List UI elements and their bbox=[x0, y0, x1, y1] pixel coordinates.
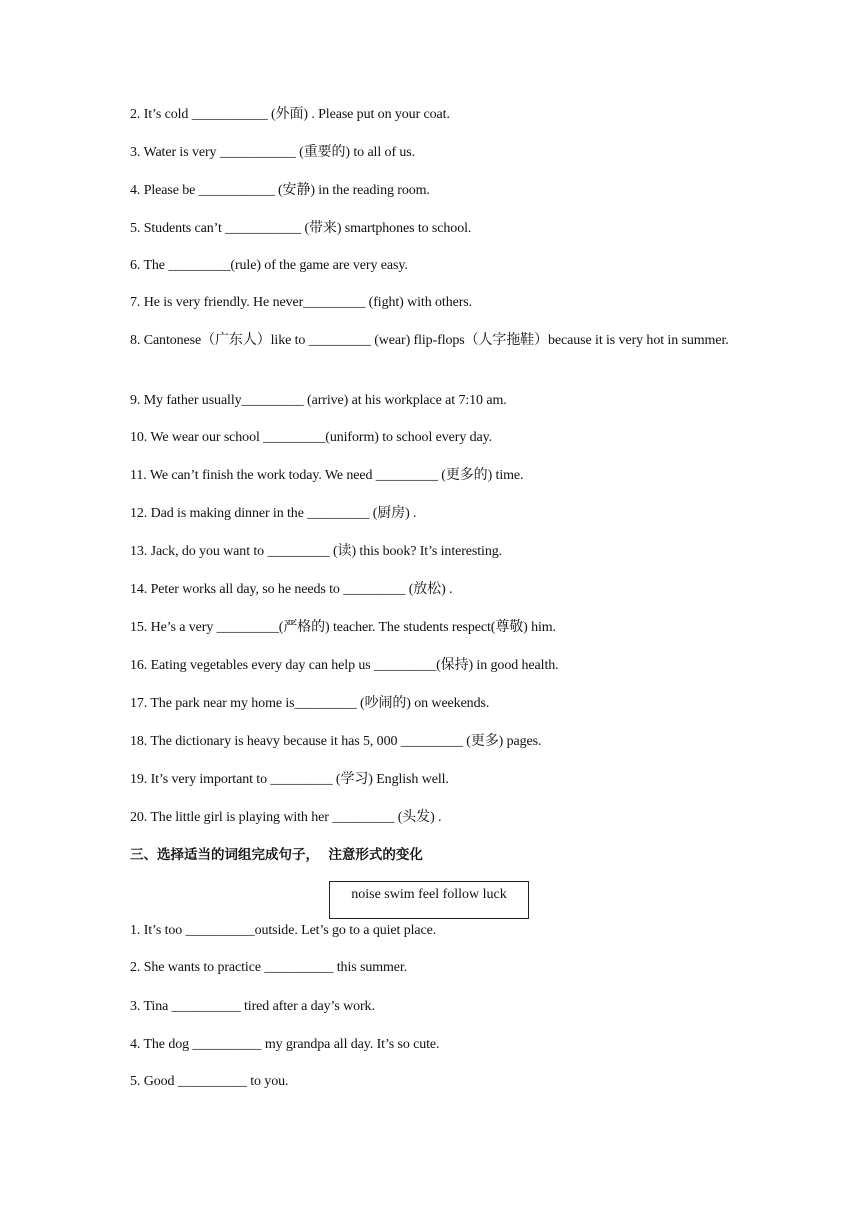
question-16: 16. Eating vegetables every day can help us _________(保持) in good health. bbox=[130, 658, 559, 673]
question-19: 19. It’s very important to _________ (学习) English well. bbox=[130, 772, 449, 787]
question-2: 2. It’s cold ___________ (外面) . Please put on your coat. bbox=[130, 107, 450, 122]
question-18: 18. The dictionary is heavy because it has 5, 000 _________ (更多) pages. bbox=[130, 734, 542, 749]
question-4: 4. Please be ___________ (安静) in the reading room. bbox=[130, 183, 430, 198]
question-9: 9. My father usually_________ (arrive) at his workplace at 7:10 am. bbox=[130, 393, 507, 408]
question-13: 13. Jack, do you want to _________ (读) this book? It’s interesting. bbox=[130, 544, 503, 559]
question-17: 17. The park near my home is_________ (吵闹的) on weekends. bbox=[130, 696, 490, 711]
question-3: 3. Water is very ___________ (重要的) to all of us. bbox=[130, 145, 416, 160]
section3-question-3: 3. Tina __________ tired after a day’s work. bbox=[130, 999, 375, 1014]
question-12: 12. Dad is making dinner in the _________ (厨房) . bbox=[130, 506, 417, 521]
section-heading: 三、选择适当的词组完成句子， 注意形式的变化 bbox=[130, 847, 423, 863]
section3-question-5: 5. Good __________ to you. bbox=[130, 1074, 289, 1089]
question-10: 10. We wear our school _________(uniform) to school every day. bbox=[130, 430, 493, 445]
section3-question-1: 1. It’s too __________outside. Let’s go to a quiet place. bbox=[130, 923, 437, 938]
question-14: 14. Peter works all day, so he needs to _________ (放松) . bbox=[130, 582, 453, 597]
question-5: 5. Students can’t ___________ (带来) smartphones to school. bbox=[130, 221, 472, 236]
question-6: 6. The _________(rule) of the game are very easy. bbox=[130, 258, 408, 273]
question-20: 20. The little girl is playing with her _________ (头发) . bbox=[130, 810, 442, 825]
section3-question-4: 4. The dog __________ my grandpa all day. It’s so cute. bbox=[130, 1037, 440, 1052]
question-7: 7. He is very friendly. He never_________ (fight) with others. bbox=[130, 295, 473, 310]
question-11: 11. We can’t finish the work today. We need _________ (更多的) time. bbox=[130, 468, 524, 483]
word-bank-box: noise swim feel follow luck bbox=[329, 881, 529, 919]
question-8: 8. Cantonese（广东人）like to _________ (wear) flip-flops（人字拖鞋）because it is very hot in summer. bbox=[130, 333, 729, 348]
section3-question-2: 2. She wants to practice __________ this summer. bbox=[130, 960, 408, 975]
question-15: 15. He’s a very _________(严格的) teacher. The students respect(尊敬) him. bbox=[130, 620, 556, 635]
